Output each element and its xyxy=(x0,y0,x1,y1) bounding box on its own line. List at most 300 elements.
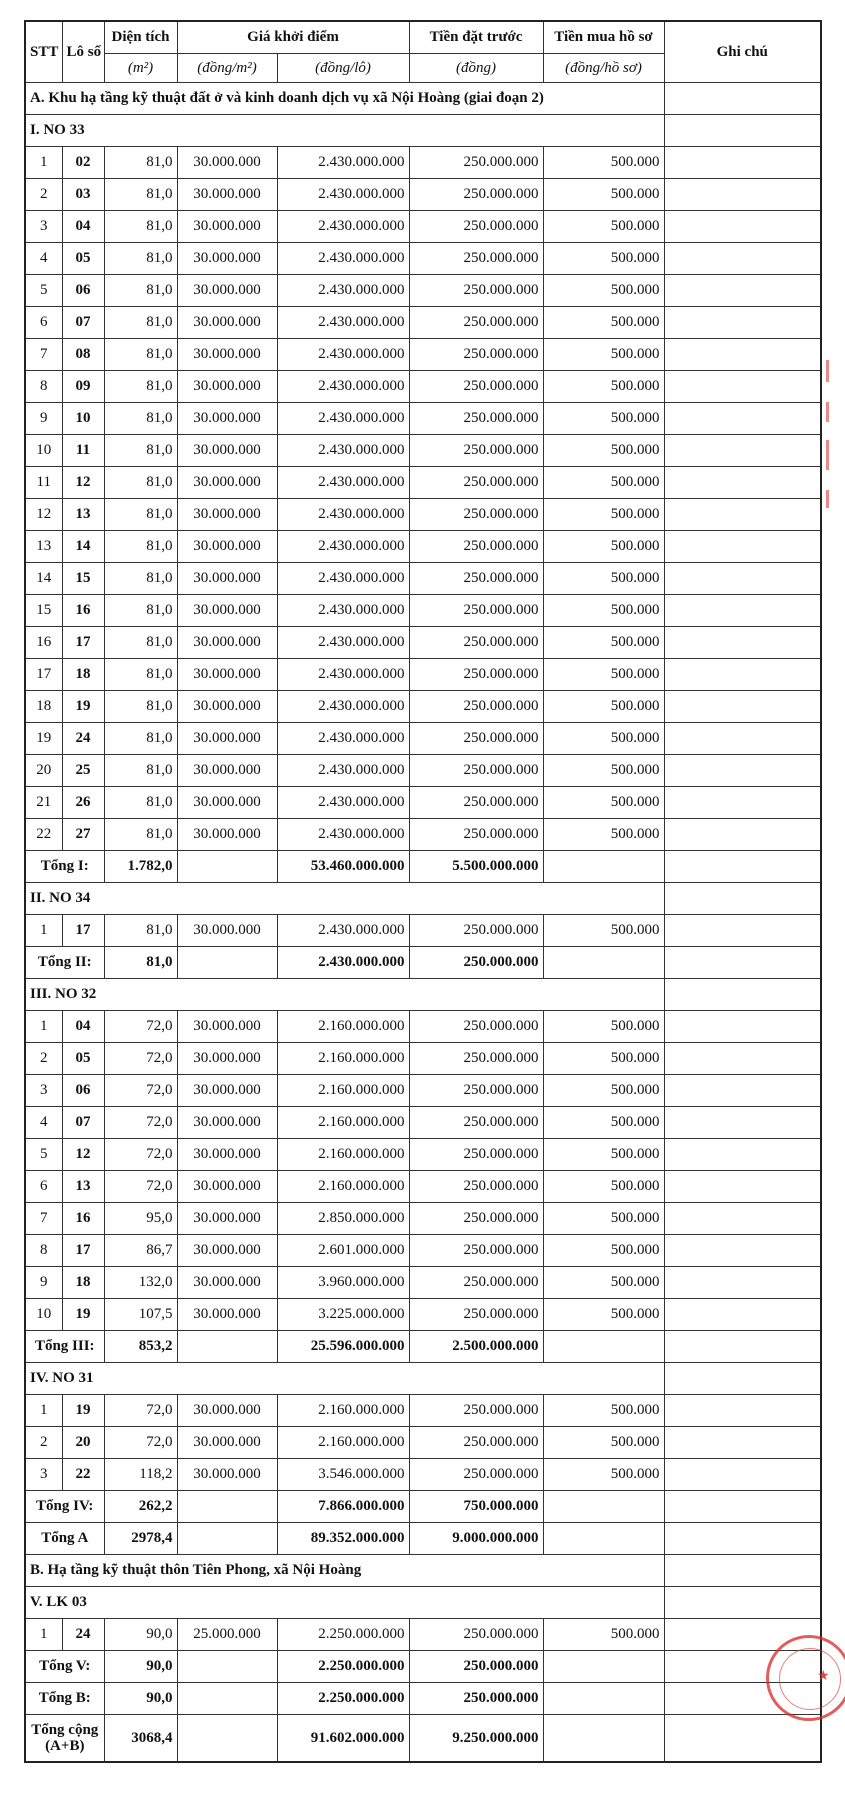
ghi-chu-cell xyxy=(664,339,821,371)
header-ghi-chu: Ghi chú xyxy=(664,21,821,83)
stt-cell: 2 xyxy=(25,1427,62,1459)
section-title: IV. NO 31 xyxy=(25,1363,664,1395)
total-label: Tổng A xyxy=(25,1523,104,1555)
table-row xyxy=(25,467,821,499)
gia-lo-cell: 2.430.000.000 xyxy=(277,371,409,403)
lo-so-cell: 24 xyxy=(62,723,104,755)
total-row xyxy=(25,1715,821,1763)
table-row xyxy=(25,1043,821,1075)
ghi-chu-cell xyxy=(664,275,821,307)
tien-dat-truoc-cell: 250.000.000 xyxy=(409,403,543,435)
gia-m2-cell: 30.000.000 xyxy=(177,1203,277,1235)
total-tien-dat-truoc: 250.000.000 xyxy=(409,947,543,979)
table-row xyxy=(25,1171,821,1203)
tien-mua-ho-so-cell: 500.000 xyxy=(543,307,664,339)
table-row xyxy=(25,371,821,403)
table-row xyxy=(25,1075,821,1107)
tien-dat-truoc-cell: 250.000.000 xyxy=(409,243,543,275)
table-row xyxy=(25,307,821,339)
lo-so-cell: 19 xyxy=(62,1299,104,1331)
empty-cell xyxy=(543,1683,664,1715)
ghi-chu-cell xyxy=(664,851,821,883)
dien-tich-cell: 72,0 xyxy=(104,1171,177,1203)
lo-so-cell: 02 xyxy=(62,147,104,179)
table-row xyxy=(25,819,821,851)
gia-lo-cell: 2.430.000.000 xyxy=(277,627,409,659)
ghi-chu-cell xyxy=(664,499,821,531)
gia-m2-cell: 30.000.000 xyxy=(177,499,277,531)
tien-dat-truoc-cell: 250.000.000 xyxy=(409,1299,543,1331)
lo-so-cell: 15 xyxy=(62,563,104,595)
tien-dat-truoc-cell: 250.000.000 xyxy=(409,755,543,787)
dien-tich-cell: 81,0 xyxy=(104,339,177,371)
tien-mua-ho-so-cell: 500.000 xyxy=(543,1043,664,1075)
gia-m2-cell: 30.000.000 xyxy=(177,915,277,947)
tien-mua-ho-so-cell: 500.000 xyxy=(543,659,664,691)
lo-so-cell: 06 xyxy=(62,1075,104,1107)
lo-so-cell: 10 xyxy=(62,403,104,435)
total-row xyxy=(25,1651,821,1683)
stt-cell: 6 xyxy=(25,307,62,339)
ghi-chu-cell xyxy=(664,403,821,435)
tien-dat-truoc-cell: 250.000.000 xyxy=(409,1267,543,1299)
gia-m2-cell: 30.000.000 xyxy=(177,659,277,691)
table-row xyxy=(25,531,821,563)
tien-mua-ho-so-cell: 500.000 xyxy=(543,1075,664,1107)
table-row xyxy=(25,915,821,947)
tien-mua-ho-so-cell: 500.000 xyxy=(543,723,664,755)
tien-mua-ho-so-cell: 500.000 xyxy=(543,147,664,179)
tien-dat-truoc-cell: 250.000.000 xyxy=(409,627,543,659)
gia-lo-cell: 2.160.000.000 xyxy=(277,1395,409,1427)
total-dien-tich: 262,2 xyxy=(104,1491,177,1523)
dien-tich-cell: 81,0 xyxy=(104,275,177,307)
empty-cell xyxy=(177,1523,277,1555)
empty-cell xyxy=(543,1491,664,1523)
stt-cell: 13 xyxy=(25,531,62,563)
ghi-chu-cell xyxy=(664,1491,821,1523)
red-seal-stamp xyxy=(766,1635,845,1721)
tien-mua-ho-so-cell: 500.000 xyxy=(543,435,664,467)
ghi-chu-cell xyxy=(664,1555,821,1587)
ghi-chu-cell xyxy=(664,1203,821,1235)
ghi-chu-cell xyxy=(664,627,821,659)
stt-cell: 1 xyxy=(25,1011,62,1043)
stt-cell: 1 xyxy=(25,1395,62,1427)
ghi-chu-cell xyxy=(664,211,821,243)
stt-cell: 18 xyxy=(25,691,62,723)
dien-tich-cell: 72,0 xyxy=(104,1427,177,1459)
section-title: II. NO 34 xyxy=(25,883,664,915)
ghi-chu-cell xyxy=(664,883,821,915)
empty-cell xyxy=(543,1331,664,1363)
gia-lo-cell: 2.430.000.000 xyxy=(277,211,409,243)
tien-dat-truoc-cell: 250.000.000 xyxy=(409,1011,543,1043)
stt-cell: 8 xyxy=(25,1235,62,1267)
ghi-chu-cell xyxy=(664,243,821,275)
tien-dat-truoc-cell: 250.000.000 xyxy=(409,1107,543,1139)
gia-m2-cell: 30.000.000 xyxy=(177,1459,277,1491)
tien-mua-ho-so-cell: 500.000 xyxy=(543,275,664,307)
auction-lot-table xyxy=(24,20,822,1763)
tien-dat-truoc-cell: 250.000.000 xyxy=(409,435,543,467)
header-stt: STT xyxy=(25,21,62,83)
ghi-chu-cell xyxy=(664,1043,821,1075)
unit-gia-m2: (đồng/m²) xyxy=(177,54,277,83)
lo-so-cell: 16 xyxy=(62,595,104,627)
gia-lo-cell: 2.430.000.000 xyxy=(277,275,409,307)
tien-dat-truoc-cell: 250.000.000 xyxy=(409,467,543,499)
tien-dat-truoc-cell: 250.000.000 xyxy=(409,339,543,371)
stt-cell: 15 xyxy=(25,595,62,627)
ghi-chu-cell xyxy=(664,1427,821,1459)
tien-mua-ho-so-cell: 500.000 xyxy=(543,371,664,403)
tien-mua-ho-so-cell: 500.000 xyxy=(543,627,664,659)
total-row xyxy=(25,851,821,883)
tien-mua-ho-so-cell: 500.000 xyxy=(543,1171,664,1203)
dien-tich-cell: 132,0 xyxy=(104,1267,177,1299)
total-label: Tổng B: xyxy=(25,1683,104,1715)
dien-tich-cell: 81,0 xyxy=(104,467,177,499)
dien-tich-cell: 81,0 xyxy=(104,499,177,531)
table-row xyxy=(25,1267,821,1299)
dien-tich-cell: 118,2 xyxy=(104,1459,177,1491)
stt-cell: 8 xyxy=(25,371,62,403)
tien-dat-truoc-cell: 250.000.000 xyxy=(409,723,543,755)
tien-dat-truoc-cell: 250.000.000 xyxy=(409,307,543,339)
lo-so-cell: 12 xyxy=(62,1139,104,1171)
empty-cell xyxy=(177,1651,277,1683)
stt-cell: 5 xyxy=(25,1139,62,1171)
total-tien-dat-truoc: 750.000.000 xyxy=(409,1491,543,1523)
total-dien-tich: 853,2 xyxy=(104,1331,177,1363)
seal-star-icon: ★ xyxy=(817,1668,830,1684)
gia-lo-cell: 2.430.000.000 xyxy=(277,531,409,563)
lo-so-cell: 19 xyxy=(62,1395,104,1427)
seal-edge-mark xyxy=(826,440,829,470)
dien-tich-cell: 86,7 xyxy=(104,1235,177,1267)
total-gia-lo: 2.430.000.000 xyxy=(277,947,409,979)
gia-m2-cell: 30.000.000 xyxy=(177,243,277,275)
section-title: III. NO 32 xyxy=(25,979,664,1011)
lo-so-cell: 25 xyxy=(62,755,104,787)
dien-tich-cell: 72,0 xyxy=(104,1075,177,1107)
gia-m2-cell: 30.000.000 xyxy=(177,1107,277,1139)
gia-lo-cell: 2.430.000.000 xyxy=(277,307,409,339)
unit-tien-mua-ho-so: (đồng/hồ sơ) xyxy=(543,54,664,83)
gia-lo-cell: 2.430.000.000 xyxy=(277,243,409,275)
ghi-chu-cell xyxy=(664,787,821,819)
gia-lo-cell: 2.430.000.000 xyxy=(277,563,409,595)
lo-so-cell: 07 xyxy=(62,1107,104,1139)
dien-tich-cell: 72,0 xyxy=(104,1011,177,1043)
stt-cell: 17 xyxy=(25,659,62,691)
auction-lot-table-page xyxy=(24,20,830,1795)
gia-lo-cell: 2.430.000.000 xyxy=(277,691,409,723)
dien-tich-cell: 81,0 xyxy=(104,819,177,851)
lo-so-cell: 18 xyxy=(62,1267,104,1299)
ghi-chu-cell xyxy=(664,755,821,787)
gia-m2-cell: 30.000.000 xyxy=(177,691,277,723)
ghi-chu-cell xyxy=(664,691,821,723)
gia-lo-cell: 2.430.000.000 xyxy=(277,179,409,211)
stt-cell: 9 xyxy=(25,1267,62,1299)
ghi-chu-cell xyxy=(664,115,821,147)
dien-tich-cell: 81,0 xyxy=(104,787,177,819)
total-tien-dat-truoc: 250.000.000 xyxy=(409,1683,543,1715)
stt-cell: 21 xyxy=(25,787,62,819)
lo-so-cell: 07 xyxy=(62,307,104,339)
gia-lo-cell: 2.250.000.000 xyxy=(277,1619,409,1651)
tien-mua-ho-so-cell: 500.000 xyxy=(543,339,664,371)
lo-so-cell: 22 xyxy=(62,1459,104,1491)
tien-dat-truoc-cell: 250.000.000 xyxy=(409,147,543,179)
gia-m2-cell: 30.000.000 xyxy=(177,147,277,179)
tien-mua-ho-so-cell: 500.000 xyxy=(543,691,664,723)
total-dien-tich: 90,0 xyxy=(104,1651,177,1683)
seal-edge-mark xyxy=(826,360,829,382)
section-header-row xyxy=(25,979,821,1011)
gia-m2-cell: 25.000.000 xyxy=(177,1619,277,1651)
table-row xyxy=(25,1203,821,1235)
section-title: B. Hạ tầng kỹ thuật thôn Tiên Phong, xã Nội Hoàng xyxy=(25,1555,664,1587)
dien-tich-cell: 72,0 xyxy=(104,1043,177,1075)
gia-m2-cell: 30.000.000 xyxy=(177,179,277,211)
ghi-chu-cell xyxy=(664,147,821,179)
empty-cell xyxy=(177,851,277,883)
seal-edge-mark xyxy=(826,490,829,508)
ghi-chu-cell xyxy=(664,531,821,563)
tien-dat-truoc-cell: 250.000.000 xyxy=(409,1459,543,1491)
ghi-chu-cell xyxy=(664,1011,821,1043)
tien-dat-truoc-cell: 250.000.000 xyxy=(409,595,543,627)
tien-mua-ho-so-cell: 500.000 xyxy=(543,563,664,595)
tien-dat-truoc-cell: 250.000.000 xyxy=(409,563,543,595)
tien-dat-truoc-cell: 250.000.000 xyxy=(409,1139,543,1171)
section-title: A. Khu hạ tầng kỹ thuật đất ở và kinh doanh dịch vụ xã Nội Hoàng (giai đoạn 2) xyxy=(25,83,664,115)
gia-m2-cell: 30.000.000 xyxy=(177,371,277,403)
gia-lo-cell: 2.160.000.000 xyxy=(277,1427,409,1459)
table-row xyxy=(25,243,821,275)
table-row xyxy=(25,179,821,211)
dien-tich-cell: 81,0 xyxy=(104,659,177,691)
lo-so-cell: 27 xyxy=(62,819,104,851)
unit-tien-dat-truoc: (đồng) xyxy=(409,54,543,83)
total-label: Tổng I: xyxy=(25,851,104,883)
empty-cell xyxy=(177,1491,277,1523)
gia-m2-cell: 30.000.000 xyxy=(177,211,277,243)
header-gia-khoi-diem: Giá khởi điểm xyxy=(177,21,409,54)
table-body xyxy=(25,83,821,1763)
ghi-chu-cell xyxy=(664,595,821,627)
tien-dat-truoc-cell: 250.000.000 xyxy=(409,531,543,563)
lo-so-cell: 18 xyxy=(62,659,104,691)
unit-gia-lo: (đồng/lô) xyxy=(277,54,409,83)
stt-cell: 1 xyxy=(25,915,62,947)
empty-cell xyxy=(543,851,664,883)
lo-so-cell: 04 xyxy=(62,211,104,243)
tien-mua-ho-so-cell: 500.000 xyxy=(543,1459,664,1491)
table-row xyxy=(25,1107,821,1139)
ghi-chu-cell xyxy=(664,1523,821,1555)
table-row xyxy=(25,1139,821,1171)
total-gia-lo: 2.250.000.000 xyxy=(277,1683,409,1715)
lo-so-cell: 06 xyxy=(62,275,104,307)
table-row xyxy=(25,1459,821,1491)
tien-mua-ho-so-cell: 500.000 xyxy=(543,1299,664,1331)
section-header-row xyxy=(25,1363,821,1395)
tien-mua-ho-so-cell: 500.000 xyxy=(543,179,664,211)
ghi-chu-cell xyxy=(664,1299,821,1331)
table-row xyxy=(25,499,821,531)
gia-lo-cell: 2.430.000.000 xyxy=(277,659,409,691)
tien-dat-truoc-cell: 250.000.000 xyxy=(409,691,543,723)
ghi-chu-cell xyxy=(664,659,821,691)
table-row xyxy=(25,659,821,691)
ghi-chu-cell xyxy=(664,1267,821,1299)
total-label: Tổng V: xyxy=(25,1651,104,1683)
tien-mua-ho-so-cell: 500.000 xyxy=(543,595,664,627)
lo-so-cell: 17 xyxy=(62,1235,104,1267)
dien-tich-cell: 81,0 xyxy=(104,915,177,947)
section-title: I. NO 33 xyxy=(25,115,664,147)
tien-mua-ho-so-cell: 500.000 xyxy=(543,1427,664,1459)
table-row xyxy=(25,1619,821,1651)
dien-tich-cell: 81,0 xyxy=(104,307,177,339)
total-gia-lo: 89.352.000.000 xyxy=(277,1523,409,1555)
gia-lo-cell: 3.225.000.000 xyxy=(277,1299,409,1331)
stt-cell: 1 xyxy=(25,1619,62,1651)
lo-so-cell: 14 xyxy=(62,531,104,563)
tien-dat-truoc-cell: 250.000.000 xyxy=(409,1395,543,1427)
gia-m2-cell: 30.000.000 xyxy=(177,275,277,307)
lo-so-cell: 08 xyxy=(62,339,104,371)
lo-so-cell: 13 xyxy=(62,499,104,531)
ghi-chu-cell xyxy=(664,979,821,1011)
total-dien-tich: 90,0 xyxy=(104,1683,177,1715)
gia-m2-cell: 30.000.000 xyxy=(177,1043,277,1075)
gia-lo-cell: 2.160.000.000 xyxy=(277,1139,409,1171)
tien-mua-ho-so-cell: 500.000 xyxy=(543,211,664,243)
stt-cell: 12 xyxy=(25,499,62,531)
gia-m2-cell: 30.000.000 xyxy=(177,627,277,659)
table-row xyxy=(25,595,821,627)
tien-dat-truoc-cell: 250.000.000 xyxy=(409,211,543,243)
dien-tich-cell: 81,0 xyxy=(104,371,177,403)
tien-dat-truoc-cell: 250.000.000 xyxy=(409,819,543,851)
gia-m2-cell: 30.000.000 xyxy=(177,1011,277,1043)
total-tien-dat-truoc: 9.000.000.000 xyxy=(409,1523,543,1555)
lo-so-cell: 19 xyxy=(62,691,104,723)
table-row xyxy=(25,627,821,659)
ghi-chu-cell xyxy=(664,307,821,339)
tien-mua-ho-so-cell: 500.000 xyxy=(543,403,664,435)
gia-m2-cell: 30.000.000 xyxy=(177,755,277,787)
ghi-chu-cell xyxy=(664,1171,821,1203)
table-row xyxy=(25,1299,821,1331)
ghi-chu-cell xyxy=(664,1331,821,1363)
lo-so-cell: 03 xyxy=(62,179,104,211)
dien-tich-cell: 72,0 xyxy=(104,1107,177,1139)
gia-lo-cell: 2.160.000.000 xyxy=(277,1075,409,1107)
lo-so-cell: 12 xyxy=(62,467,104,499)
header-dien-tich: Diện tích xyxy=(104,21,177,54)
dien-tich-cell: 81,0 xyxy=(104,691,177,723)
stt-cell: 1 xyxy=(25,147,62,179)
ghi-chu-cell xyxy=(664,915,821,947)
stt-cell: 10 xyxy=(25,435,62,467)
dien-tich-cell: 81,0 xyxy=(104,723,177,755)
ghi-chu-cell xyxy=(664,83,821,115)
ghi-chu-cell xyxy=(664,1395,821,1427)
gia-lo-cell: 2.430.000.000 xyxy=(277,595,409,627)
gia-lo-cell: 2.160.000.000 xyxy=(277,1107,409,1139)
tien-dat-truoc-cell: 250.000.000 xyxy=(409,787,543,819)
gia-lo-cell: 2.430.000.000 xyxy=(277,499,409,531)
gia-lo-cell: 2.430.000.000 xyxy=(277,467,409,499)
table-header-row xyxy=(25,21,821,54)
total-row xyxy=(25,1331,821,1363)
total-dien-tich: 3068,4 xyxy=(104,1715,177,1763)
lo-so-cell: 17 xyxy=(62,915,104,947)
ghi-chu-cell xyxy=(664,723,821,755)
lo-so-cell: 13 xyxy=(62,1171,104,1203)
stt-cell: 20 xyxy=(25,755,62,787)
header-tien-mua-ho-so: Tiền mua hồ sơ xyxy=(543,21,664,54)
dien-tich-cell: 81,0 xyxy=(104,627,177,659)
gia-m2-cell: 30.000.000 xyxy=(177,1395,277,1427)
total-label: Tổng II: xyxy=(25,947,104,979)
stt-cell: 2 xyxy=(25,1043,62,1075)
gia-m2-cell: 30.000.000 xyxy=(177,467,277,499)
tien-mua-ho-so-cell: 500.000 xyxy=(543,1267,664,1299)
dien-tich-cell: 81,0 xyxy=(104,403,177,435)
tien-dat-truoc-cell: 250.000.000 xyxy=(409,1043,543,1075)
ghi-chu-cell xyxy=(664,467,821,499)
tien-mua-ho-so-cell: 500.000 xyxy=(543,1235,664,1267)
gia-m2-cell: 30.000.000 xyxy=(177,1075,277,1107)
tien-mua-ho-so-cell: 500.000 xyxy=(543,1011,664,1043)
table-row xyxy=(25,1427,821,1459)
gia-m2-cell: 30.000.000 xyxy=(177,563,277,595)
dien-tich-cell: 95,0 xyxy=(104,1203,177,1235)
tien-dat-truoc-cell: 250.000.000 xyxy=(409,1203,543,1235)
gia-m2-cell: 30.000.000 xyxy=(177,1427,277,1459)
gia-m2-cell: 30.000.000 xyxy=(177,723,277,755)
table-row xyxy=(25,787,821,819)
dien-tich-cell: 81,0 xyxy=(104,179,177,211)
stt-cell: 11 xyxy=(25,467,62,499)
section-header-row xyxy=(25,1555,821,1587)
stt-cell: 4 xyxy=(25,1107,62,1139)
gia-lo-cell: 2.430.000.000 xyxy=(277,339,409,371)
ghi-chu-cell xyxy=(664,1459,821,1491)
dien-tich-cell: 107,5 xyxy=(104,1299,177,1331)
tien-dat-truoc-cell: 250.000.000 xyxy=(409,499,543,531)
tien-mua-ho-so-cell: 500.000 xyxy=(543,819,664,851)
ghi-chu-cell xyxy=(664,1107,821,1139)
gia-m2-cell: 30.000.000 xyxy=(177,1267,277,1299)
gia-m2-cell: 30.000.000 xyxy=(177,819,277,851)
stt-cell: 7 xyxy=(25,339,62,371)
table-row xyxy=(25,147,821,179)
total-gia-lo: 25.596.000.000 xyxy=(277,1331,409,1363)
tien-mua-ho-so-cell: 500.000 xyxy=(543,1619,664,1651)
ghi-chu-cell xyxy=(664,1235,821,1267)
tien-mua-ho-so-cell: 500.000 xyxy=(543,1107,664,1139)
total-label: Tổng cộng (A+B) xyxy=(25,1715,104,1763)
ghi-chu-cell xyxy=(664,371,821,403)
